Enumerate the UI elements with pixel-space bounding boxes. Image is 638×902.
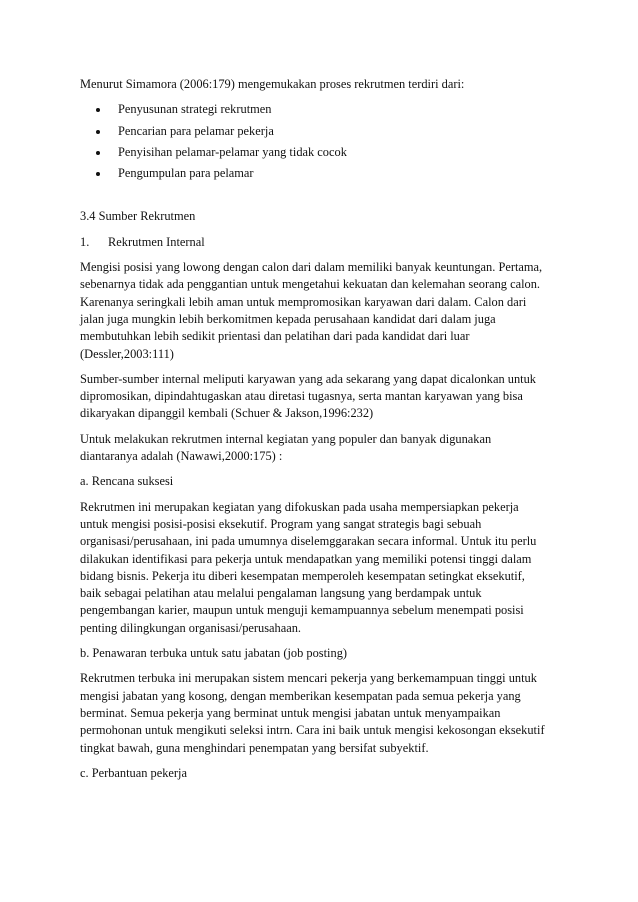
- text-line: Mengisi posisi yang lowong dengan calon dari dalam memiliki banyak keuntungan. Pertama,: [80, 260, 543, 275]
- text-line: baik sebagai pelatihan atau melalui pengalaman langsung yang berdampak untuk: [80, 586, 482, 601]
- text-line: bidang bisnis. Pekerja itu diberi kesempatan memperoleh kesempatan setingkat eksekutif,: [80, 568, 525, 583]
- item-b-heading: b. Penawaran terbuka untuk satu jabatan (job posting): [80, 646, 348, 661]
- bullet-item: Penyisihan pelamar-pelamar yang tidak cocok: [80, 144, 564, 161]
- subsection-number: 1.: [80, 234, 90, 249]
- paragraph-internal-recruitment: [80, 259, 564, 363]
- intro-text: Menurut Simamora (2006:179) mengemukakan proses rekrutmen terdiri dari:: [80, 77, 465, 91]
- text-line: Karenanya seringkali lebih aman untuk mempromosikan karyawan dari dalam. Calon dari: [80, 294, 527, 309]
- process-bullet-list: [80, 101, 564, 182]
- text-line: jalan juga mungkin lebih berkomitmen kepada perusahaan kandidat dari dalam juga: [80, 311, 496, 326]
- text-line: Rekrutmen ini merupakan kegiatan yang difokuskan pada usaha mempersiapkan pekerja: [80, 499, 519, 514]
- bullet-item: Pencarian para pelamar pekerja: [80, 123, 564, 140]
- item-b-body: [80, 670, 564, 756]
- bullet-item: Pengumpulan para pelamar: [80, 165, 564, 182]
- bullet-item: Penyusunan strategi rekrutmen: [80, 101, 564, 118]
- text-line: membutuhkan lebih sedikit prientasi dan pelatihan dari pada kandidat dari luar: [80, 329, 470, 344]
- text-line: dilakukan identifikasi para pekerja untuk mendapatkan yang memiliki potensi tinggi dalam: [80, 551, 532, 566]
- text-line: (Dessler,2003:111): [80, 346, 174, 361]
- text-line: Untuk melakukan rekrutmen internal kegiatan yang populer dan banyak digunakan: [80, 431, 492, 446]
- text-line: dipromosikan, dipindahtugaskan atau diretasi tugasnya, serta mantan karyawan yang bisa: [80, 389, 523, 404]
- subsection-heading: [80, 234, 564, 251]
- section-heading: 3.4 Sumber Rekrutmen: [80, 209, 196, 224]
- text-line: permohonan untuk mengikuti seleksi intrn. Cara ini baik untuk mengisi kekosongan eksekutif: [80, 723, 545, 738]
- text-line: mengisi jabatan yang kosong, dengan memberikan kesempatan pada semua pekerja yang: [80, 688, 521, 703]
- paragraph-popular-activities: [80, 431, 564, 466]
- text-line: organisasi/perusahaan, ini pada umumnya diselemggarakan secara informal. Untuk itu perlu: [80, 534, 537, 549]
- subsection-title: Rekrutmen Internal: [108, 234, 205, 249]
- text-line: tingkat bawah, guna menghindari penempatan yang bersifat subyektif.: [80, 740, 429, 755]
- item-c-heading: c. Perbantuan pekerja: [80, 765, 187, 780]
- text-line: untuk mengisi posisi-posisi eksekutif. Program yang sangat strategis bagi sebuah: [80, 516, 482, 531]
- text-line: diantaranya adalah (Nawawi,2000:175) :: [80, 449, 283, 464]
- text-line: penting dilingkungan organisasi/perusahaan.: [80, 620, 302, 635]
- item-a-heading: a. Rencana suksesi: [80, 474, 174, 489]
- text-line: Rekrutmen terbuka ini merupakan sistem mencari pekerja yang berkemampuan tinggi untuk: [80, 671, 537, 686]
- text-line: berminat. Semua pekerja yang berminat untuk mengisi jabatan untuk menyampaikan: [80, 705, 501, 720]
- document-body: [80, 76, 564, 782]
- text-line: Sumber-sumber internal meliputi karyawan yang ada sekarang yang dapat dicalonkan untuk: [80, 371, 536, 386]
- text-line: sebenarnya tidak ada penggantian untuk mengetahui kekuatan dan kelemahan seorang calon.: [80, 277, 540, 292]
- paragraph-internal-sources: [80, 371, 564, 423]
- item-a-body: [80, 499, 564, 637]
- text-line: pengembangan karier, maupun untuk menguji kemampuannya sebelum menempati posisi: [80, 603, 524, 618]
- text-line: dikaryakan dipanggil kembali (Schuer & Jakson,1996:232): [80, 406, 374, 421]
